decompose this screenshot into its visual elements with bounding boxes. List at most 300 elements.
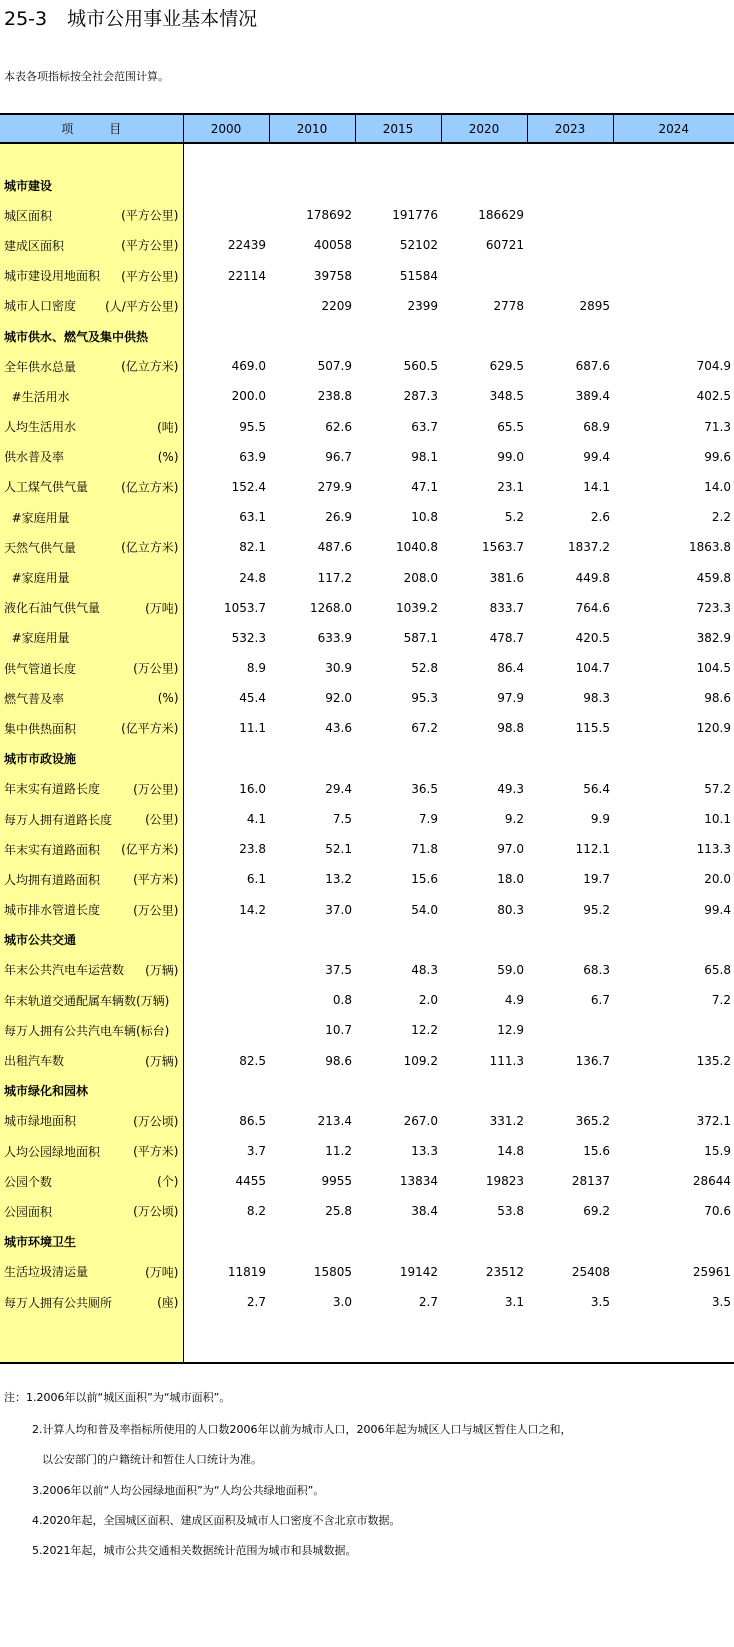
- value-cell: 12.2: [411, 1023, 438, 1038]
- value-cell: 587.1: [403, 630, 438, 645]
- row-unit: (平方米): [133, 1144, 179, 1159]
- value-cell: [527, 230, 613, 260]
- value-cell: 11819: [227, 1264, 266, 1279]
- value-cell: 28137: [571, 1174, 610, 1189]
- value-cell: 59.0: [497, 962, 524, 977]
- value-cell: 57.2: [704, 781, 731, 796]
- value-cell: 629.5: [489, 359, 524, 374]
- value-cell: 117.2: [317, 570, 352, 585]
- section-row: [0, 321, 734, 351]
- footnote: 2.计算人均和普及率指标所使用的人口数2006年以前为城市人口，2006年起为城区人口与城区暂住人口之和，: [32, 1423, 572, 1436]
- section-row: [0, 1076, 734, 1106]
- row-unit: (%): [157, 449, 179, 464]
- value-cell: [613, 1227, 734, 1257]
- table-row: [0, 1015, 734, 1045]
- value-cell: [613, 1317, 734, 1363]
- value-cell: 115.5: [575, 721, 610, 736]
- value-cell: 2.7: [246, 1295, 266, 1310]
- value-cell: 24.8: [239, 570, 266, 585]
- row-label: 年末实有道路面积: [4, 842, 101, 857]
- row-label: 公园个数: [4, 1174, 53, 1189]
- value-cell: 723.3: [696, 600, 731, 615]
- value-cell: [527, 170, 613, 200]
- row-label-cell: [0, 653, 183, 683]
- value-cell: 98.3: [583, 691, 610, 706]
- value-cell: 71.3: [704, 419, 731, 434]
- value-cell: 63.1: [239, 510, 266, 525]
- table-row: [0, 1136, 734, 1166]
- value-cell: 23.1: [497, 479, 524, 494]
- value-cell: 1837.2: [568, 540, 610, 555]
- value-cell: 98.6: [704, 691, 731, 706]
- row-label: 年末公共汽电车运营数: [4, 963, 125, 978]
- value-cell: 7.2: [711, 993, 731, 1008]
- value-cell: 25.8: [325, 1204, 352, 1219]
- row-label-cell: [0, 502, 183, 532]
- row-label-cell: [0, 713, 183, 743]
- table-row: [0, 895, 734, 925]
- value-cell: 833.7: [489, 600, 524, 615]
- header-year: 2023: [527, 114, 613, 143]
- row-unit: (平方公里): [121, 208, 179, 223]
- value-cell: 331.2: [489, 1113, 524, 1128]
- value-cell: 2.0: [418, 993, 438, 1008]
- table-row: [0, 412, 734, 442]
- value-cell: 16.0: [239, 781, 266, 796]
- value-cell: 47.1: [411, 479, 438, 494]
- value-cell: 56.4: [583, 781, 610, 796]
- value-cell: 30.9: [325, 661, 352, 676]
- row-label-cell: [0, 864, 183, 894]
- row-label-cell: [0, 562, 183, 592]
- row-label: 供气管道长度: [4, 661, 77, 676]
- value-cell: [527, 200, 613, 230]
- value-cell: 95.2: [583, 902, 610, 917]
- header-year: 2020: [441, 114, 527, 143]
- row-unit: (平方公里): [121, 269, 179, 284]
- value-cell: 69.2: [583, 1204, 610, 1219]
- row-label-cell: [0, 143, 183, 170]
- value-cell: 109.2: [403, 1053, 438, 1068]
- value-cell: 23.8: [239, 842, 266, 857]
- value-cell: 71.8: [411, 842, 438, 857]
- value-cell: 365.2: [575, 1113, 610, 1128]
- value-cell: 200.0: [231, 389, 266, 404]
- value-cell: [441, 1227, 527, 1257]
- value-cell: 1863.8: [689, 540, 731, 555]
- footnote: 5.2021年起，城市公共交通相关数据统计范围为城市和县城数据。: [32, 1544, 357, 1557]
- value-cell: 9.2: [504, 812, 524, 827]
- value-cell: 267.0: [403, 1113, 438, 1128]
- value-cell: [527, 321, 613, 351]
- value-cell: 20.0: [704, 872, 731, 887]
- table-row: [0, 351, 734, 381]
- value-cell: [613, 1076, 734, 1106]
- value-cell: 15.6: [411, 872, 438, 887]
- table-body: [0, 143, 734, 1363]
- section-row: [0, 744, 734, 774]
- table-row: [0, 713, 734, 743]
- row-label: 城市建设用地面积: [4, 269, 101, 284]
- value-cell: 2895: [579, 298, 610, 313]
- table-row: [0, 623, 734, 653]
- footnote: 注：1.2006年以前“城区面积”为“城市面积”。: [4, 1391, 231, 1404]
- value-cell: 687.6: [575, 359, 610, 374]
- row-label-cell: [0, 834, 183, 864]
- value-cell: 43.6: [325, 721, 352, 736]
- row-label-cell: [0, 1257, 183, 1287]
- value-cell: [613, 1015, 734, 1045]
- table-row: [0, 291, 734, 321]
- row-label-cell: [0, 955, 183, 985]
- scope-note: 本表各项指标按全社会范围计算。: [4, 70, 169, 83]
- value-cell: [613, 925, 734, 955]
- row-unit: (亿平方米): [121, 721, 179, 736]
- table-row: [0, 1287, 734, 1317]
- value-cell: 37.5: [325, 962, 352, 977]
- value-cell: [441, 143, 527, 170]
- value-cell: 28644: [692, 1174, 731, 1189]
- value-cell: 95.5: [239, 419, 266, 434]
- value-cell: 1268.0: [310, 600, 352, 615]
- value-cell: 2.6: [590, 510, 610, 525]
- table-row: [0, 502, 734, 532]
- value-cell: 98.8: [497, 721, 524, 736]
- table-row: [0, 261, 734, 291]
- value-cell: [183, 321, 269, 351]
- value-cell: 63.7: [411, 419, 438, 434]
- value-cell: 469.0: [231, 359, 266, 374]
- row-label-cell: [0, 1287, 183, 1317]
- value-cell: 764.6: [575, 600, 610, 615]
- value-cell: 67.2: [411, 721, 438, 736]
- table-row: [0, 683, 734, 713]
- value-cell: [269, 744, 355, 774]
- row-label: 城市人口密度: [4, 299, 77, 314]
- table-row: [0, 230, 734, 260]
- value-cell: 1039.2: [396, 600, 438, 615]
- value-cell: 68.3: [583, 962, 610, 977]
- value-cell: 82.5: [239, 1053, 266, 1068]
- value-cell: 98.6: [325, 1053, 352, 1068]
- value-cell: 3.7: [246, 1144, 266, 1159]
- row-label-cell: [0, 593, 183, 623]
- value-cell: 2209: [321, 298, 352, 313]
- value-cell: 60721: [485, 238, 524, 253]
- value-cell: [527, 143, 613, 170]
- header-item: 项 目: [0, 114, 183, 143]
- section-label: 城市环境卫生: [0, 1227, 183, 1257]
- section-label: 城市公共交通: [0, 925, 183, 955]
- row-label-cell: [0, 1045, 183, 1075]
- value-cell: 120.9: [696, 721, 731, 736]
- row-label-cell: [0, 412, 183, 442]
- table-row: [0, 472, 734, 502]
- value-cell: [441, 1076, 527, 1106]
- row-label: 集中供热面积: [4, 721, 77, 736]
- value-cell: 208.0: [403, 570, 438, 585]
- table-row: [0, 593, 734, 623]
- table-row: [0, 653, 734, 683]
- table-row: [0, 985, 734, 1015]
- value-cell: 10.8: [411, 510, 438, 525]
- value-cell: [613, 143, 734, 170]
- blank-row: [0, 1317, 734, 1363]
- value-cell: [183, 170, 269, 200]
- value-cell: 478.7: [489, 630, 524, 645]
- value-cell: 459.8: [696, 570, 731, 585]
- value-cell: 99.6: [704, 449, 731, 464]
- row-label-cell: [0, 442, 183, 472]
- value-cell: 51584: [399, 268, 438, 283]
- value-cell: [355, 744, 441, 774]
- statistics-table: [0, 113, 734, 1364]
- value-cell: [183, 1076, 269, 1106]
- table-number: 25-3: [4, 8, 48, 30]
- table-row: [0, 1166, 734, 1196]
- row-label: #家庭用量: [4, 510, 70, 525]
- value-cell: [183, 955, 269, 985]
- value-cell: [613, 170, 734, 200]
- table-row: [0, 1045, 734, 1075]
- value-cell: 11.1: [239, 721, 266, 736]
- value-cell: 279.9: [317, 479, 352, 494]
- page-title: [4, 4, 257, 31]
- value-cell: [355, 1317, 441, 1363]
- value-cell: 70.6: [704, 1204, 731, 1219]
- value-cell: 19823: [485, 1174, 524, 1189]
- value-cell: [269, 1317, 355, 1363]
- section-row: [0, 925, 734, 955]
- value-cell: [613, 321, 734, 351]
- row-unit: (亿平方米): [121, 842, 179, 857]
- value-cell: [441, 170, 527, 200]
- row-unit: (万公里): [133, 903, 179, 918]
- row-unit: (万辆): [145, 1054, 179, 1069]
- value-cell: 372.1: [696, 1113, 731, 1128]
- value-cell: 6.7: [590, 993, 610, 1008]
- value-cell: 53.8: [497, 1204, 524, 1219]
- row-label-cell: [0, 1317, 183, 1363]
- table-row: [0, 864, 734, 894]
- value-cell: 99.4: [704, 902, 731, 917]
- statistics-table-container: [0, 113, 734, 1364]
- footnote: 3.2006年以前“人均公园绿地面积”为“人均公共绿地面积”。: [32, 1484, 325, 1497]
- header-year: 2024: [613, 114, 734, 143]
- value-cell: 29.4: [325, 781, 352, 796]
- row-unit: (平方米): [133, 872, 179, 887]
- value-cell: 96.7: [325, 449, 352, 464]
- row-unit: (吨): [157, 420, 179, 435]
- header-year: 2000: [183, 114, 269, 143]
- value-cell: 3.5: [711, 1295, 731, 1310]
- value-cell: 45.4: [239, 691, 266, 706]
- value-cell: [441, 1317, 527, 1363]
- value-cell: 136.7: [575, 1053, 610, 1068]
- row-label-cell: [0, 1106, 183, 1136]
- table-row: [0, 532, 734, 562]
- value-cell: 191776: [392, 208, 438, 223]
- value-cell: 40058: [313, 238, 352, 253]
- value-cell: 86.4: [497, 661, 524, 676]
- value-cell: [613, 230, 734, 260]
- value-cell: 449.8: [575, 570, 610, 585]
- value-cell: 86.5: [239, 1113, 266, 1128]
- value-cell: 420.5: [575, 630, 610, 645]
- value-cell: 68.9: [583, 419, 610, 434]
- table-row: [0, 1196, 734, 1226]
- value-cell: 402.5: [696, 389, 731, 404]
- value-cell: 382.9: [696, 630, 731, 645]
- value-cell: 52102: [399, 238, 438, 253]
- value-cell: 49.3: [497, 781, 524, 796]
- value-cell: 113.3: [696, 842, 731, 857]
- value-cell: 8.9: [246, 661, 266, 676]
- value-cell: [269, 143, 355, 170]
- row-label-cell: [0, 200, 183, 230]
- value-cell: 65.5: [497, 419, 524, 434]
- section-label: 城市建设: [0, 170, 183, 200]
- value-cell: 532.3: [231, 630, 266, 645]
- row-label-cell: [0, 230, 183, 260]
- row-label: 每万人拥有道路长度: [4, 812, 113, 827]
- blank-row: [0, 143, 734, 170]
- value-cell: 104.5: [696, 661, 731, 676]
- value-cell: [613, 200, 734, 230]
- row-label-cell: [0, 532, 183, 562]
- value-cell: 178692: [306, 208, 352, 223]
- value-cell: 13.3: [411, 1144, 438, 1159]
- value-cell: [441, 261, 527, 291]
- row-label: 年末实有道路长度: [4, 782, 101, 797]
- value-cell: 213.4: [317, 1113, 352, 1128]
- row-label: 出租汽车数: [4, 1054, 65, 1069]
- row-label: 公园面积: [4, 1204, 53, 1219]
- value-cell: 39758: [313, 268, 352, 283]
- section-label: 城市供水、燃气及集中供热: [0, 321, 183, 351]
- value-cell: [441, 925, 527, 955]
- row-label: 建成区面积: [4, 238, 65, 253]
- row-unit: (万公里): [133, 782, 179, 797]
- value-cell: 7.5: [332, 812, 352, 827]
- value-cell: 80.3: [497, 902, 524, 917]
- value-cell: 38.4: [411, 1204, 438, 1219]
- value-cell: 52.8: [411, 661, 438, 676]
- table-header: [0, 114, 734, 143]
- value-cell: 19142: [399, 1264, 438, 1279]
- footnote: 以公安部门的户籍统计和暂住人口统计为准。: [42, 1453, 262, 1466]
- value-cell: [527, 1015, 613, 1045]
- value-cell: [613, 744, 734, 774]
- value-cell: 36.5: [411, 781, 438, 796]
- value-cell: [183, 143, 269, 170]
- row-unit: (个): [157, 1174, 179, 1189]
- row-label-cell: [0, 774, 183, 804]
- value-cell: 37.0: [325, 902, 352, 917]
- value-cell: 507.9: [317, 359, 352, 374]
- value-cell: 1040.8: [396, 540, 438, 555]
- table-row: [0, 381, 734, 411]
- row-unit: (座): [157, 1295, 179, 1310]
- row-label: 天然气供气量: [4, 540, 77, 555]
- row-label-cell: [0, 804, 183, 834]
- value-cell: [269, 925, 355, 955]
- value-cell: 25961: [692, 1264, 731, 1279]
- table-row: [0, 774, 734, 804]
- value-cell: 4.1: [246, 812, 266, 827]
- value-cell: 633.9: [317, 630, 352, 645]
- table-row: [0, 1106, 734, 1136]
- value-cell: 3.0: [332, 1295, 352, 1310]
- value-cell: [183, 925, 269, 955]
- row-unit: (平方公里): [121, 238, 179, 253]
- row-unit: (亿立方米): [121, 480, 179, 495]
- value-cell: 97.9: [497, 691, 524, 706]
- row-unit: (人/平方公里): [105, 299, 179, 314]
- value-cell: 13.2: [325, 872, 352, 887]
- value-cell: [183, 985, 269, 1015]
- row-unit: (%): [157, 691, 179, 706]
- value-cell: 15.9: [704, 1144, 731, 1159]
- value-cell: 287.3: [403, 389, 438, 404]
- value-cell: 14.1: [583, 479, 610, 494]
- row-label-cell: [0, 895, 183, 925]
- value-cell: 487.6: [317, 540, 352, 555]
- value-cell: 186629: [478, 208, 524, 223]
- value-cell: 0.8: [332, 993, 352, 1008]
- row-label-cell: [0, 472, 183, 502]
- section-row: [0, 170, 734, 200]
- row-label: 年末轨道交通配属车辆数(万辆): [4, 993, 170, 1008]
- row-label: 全年供水总量: [4, 359, 77, 374]
- row-label-cell: [0, 985, 183, 1015]
- value-cell: [527, 1227, 613, 1257]
- value-cell: [269, 1076, 355, 1106]
- value-cell: 22114: [227, 268, 266, 283]
- value-cell: [527, 1076, 613, 1106]
- value-cell: 52.1: [325, 842, 352, 857]
- table-row: [0, 562, 734, 592]
- row-unit: (亿立方米): [121, 540, 179, 555]
- value-cell: 8.2: [246, 1204, 266, 1219]
- value-cell: 11.2: [325, 1144, 352, 1159]
- value-cell: 14.2: [239, 902, 266, 917]
- value-cell: 14.0: [704, 479, 731, 494]
- value-cell: 348.5: [489, 389, 524, 404]
- value-cell: [527, 1317, 613, 1363]
- row-label-cell: [0, 1196, 183, 1226]
- row-unit: (公里): [145, 812, 179, 827]
- row-label: 城区面积: [4, 208, 53, 223]
- header-year: 2015: [355, 114, 441, 143]
- value-cell: [527, 925, 613, 955]
- value-cell: [183, 1227, 269, 1257]
- value-cell: 152.4: [231, 479, 266, 494]
- value-cell: 14.8: [497, 1144, 524, 1159]
- row-label: 液化石油气供气量: [4, 601, 101, 616]
- table-row: [0, 955, 734, 985]
- row-label-cell: [0, 623, 183, 653]
- row-label: 人工煤气供气量: [4, 480, 89, 495]
- value-cell: 19.7: [583, 872, 610, 887]
- value-cell: [441, 321, 527, 351]
- value-cell: 13834: [399, 1174, 438, 1189]
- value-cell: 104.7: [575, 661, 610, 676]
- section-label: 城市市政设施: [0, 744, 183, 774]
- table-row: [0, 1257, 734, 1287]
- value-cell: [355, 143, 441, 170]
- value-cell: 26.9: [325, 510, 352, 525]
